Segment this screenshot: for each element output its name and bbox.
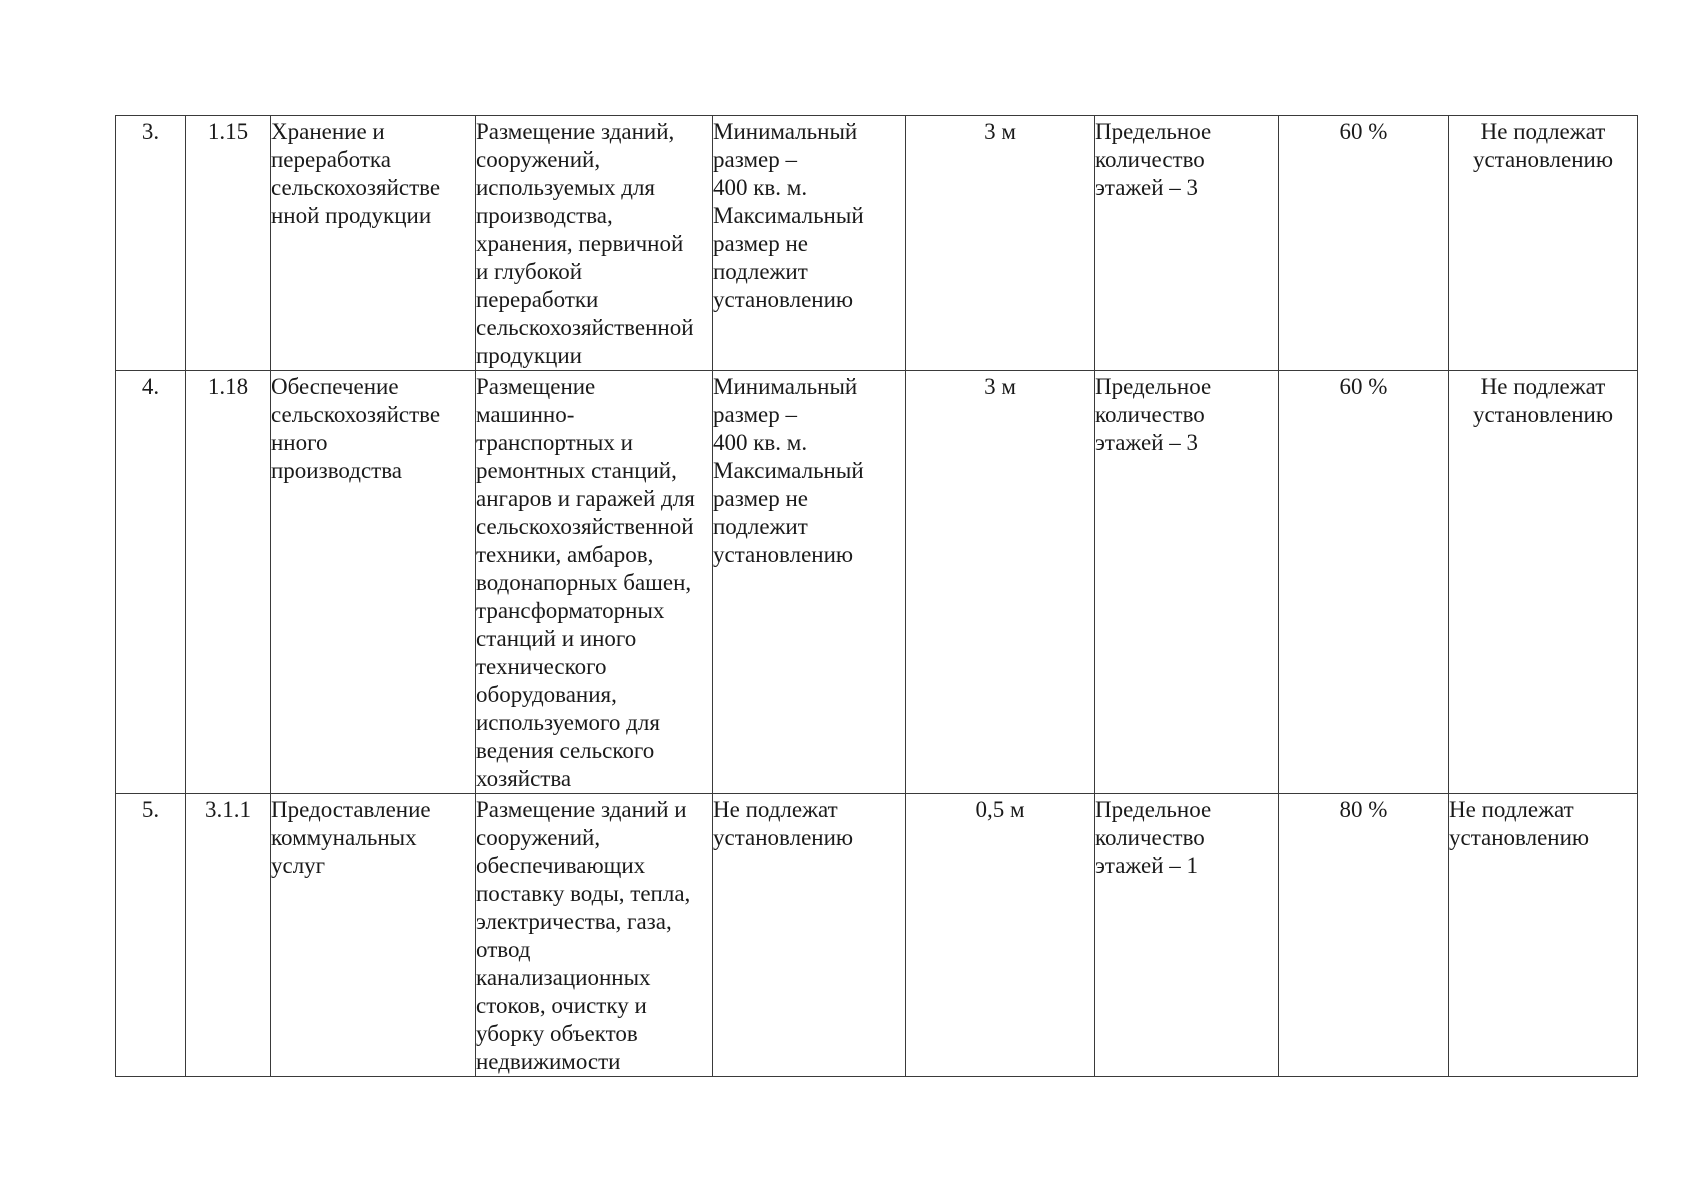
use-name-cell: Предоставление коммунальных услуг — [271, 794, 476, 1077]
setback-cell: 3 м — [906, 116, 1095, 371]
table-row — [116, 371, 1638, 794]
coverage-cell: 60 % — [1279, 371, 1449, 794]
row-number-cell: 4. — [116, 371, 186, 794]
row-number-cell: 5. — [116, 794, 186, 1077]
use-description-cell: Размещение машинно- транспортных и ремонтных станций, ангаров и гаражей для сельскохозяйственной техники, амбаров, водонапорных башен, трансформаторных станций и иного технического оборудования, используемого для ведения сельского хозяйства — [476, 371, 713, 794]
floors-cell: Предельное количество этажей – 3 — [1095, 116, 1279, 371]
other-params-cell: Не подлежат установлению — [1449, 116, 1638, 371]
coverage-cell: 60 % — [1279, 116, 1449, 371]
use-description-cell: Размещение зданий и сооружений, обеспечивающих поставку воды, тепла, электричества, газа, отвод канализационных стоков, очистку и уборку объектов недвижимости — [476, 794, 713, 1077]
use-description-cell: Размещение зданий, сооружений, используемых для производства, хранения, первичной и глубокой переработки сельскохозяйственной продукции — [476, 116, 713, 371]
row-number-cell: 3. — [116, 116, 186, 371]
use-code-cell: 1.18 — [186, 371, 271, 794]
plot-size-cell: Минимальный размер – 400 кв. м. Максимальный размер не подлежит установлению — [713, 116, 906, 371]
setback-cell: 0,5 м — [906, 794, 1095, 1077]
table-row — [116, 116, 1638, 371]
other-params-cell: Не подлежат установлению — [1449, 794, 1638, 1077]
setback-cell: 3 м — [906, 371, 1095, 794]
table-row — [116, 794, 1638, 1077]
plot-size-cell: Не подлежат установлению — [713, 794, 906, 1077]
use-code-cell: 1.15 — [186, 116, 271, 371]
use-name-cell: Обеспечение сельскохозяйстве нного производства — [271, 371, 476, 794]
other-params-cell: Не подлежат установлению — [1449, 371, 1638, 794]
use-name-cell: Хранение и переработка сельскохозяйстве нной продукции — [271, 116, 476, 371]
plot-size-cell: Минимальный размер – 400 кв. м. Максимальный размер не подлежит установлению — [713, 371, 906, 794]
use-code-cell: 3.1.1 — [186, 794, 271, 1077]
coverage-cell: 80 % — [1279, 794, 1449, 1077]
floors-cell: Предельное количество этажей – 1 — [1095, 794, 1279, 1077]
floors-cell: Предельное количество этажей – 3 — [1095, 371, 1279, 794]
zoning-regulations-table — [115, 115, 1638, 1077]
